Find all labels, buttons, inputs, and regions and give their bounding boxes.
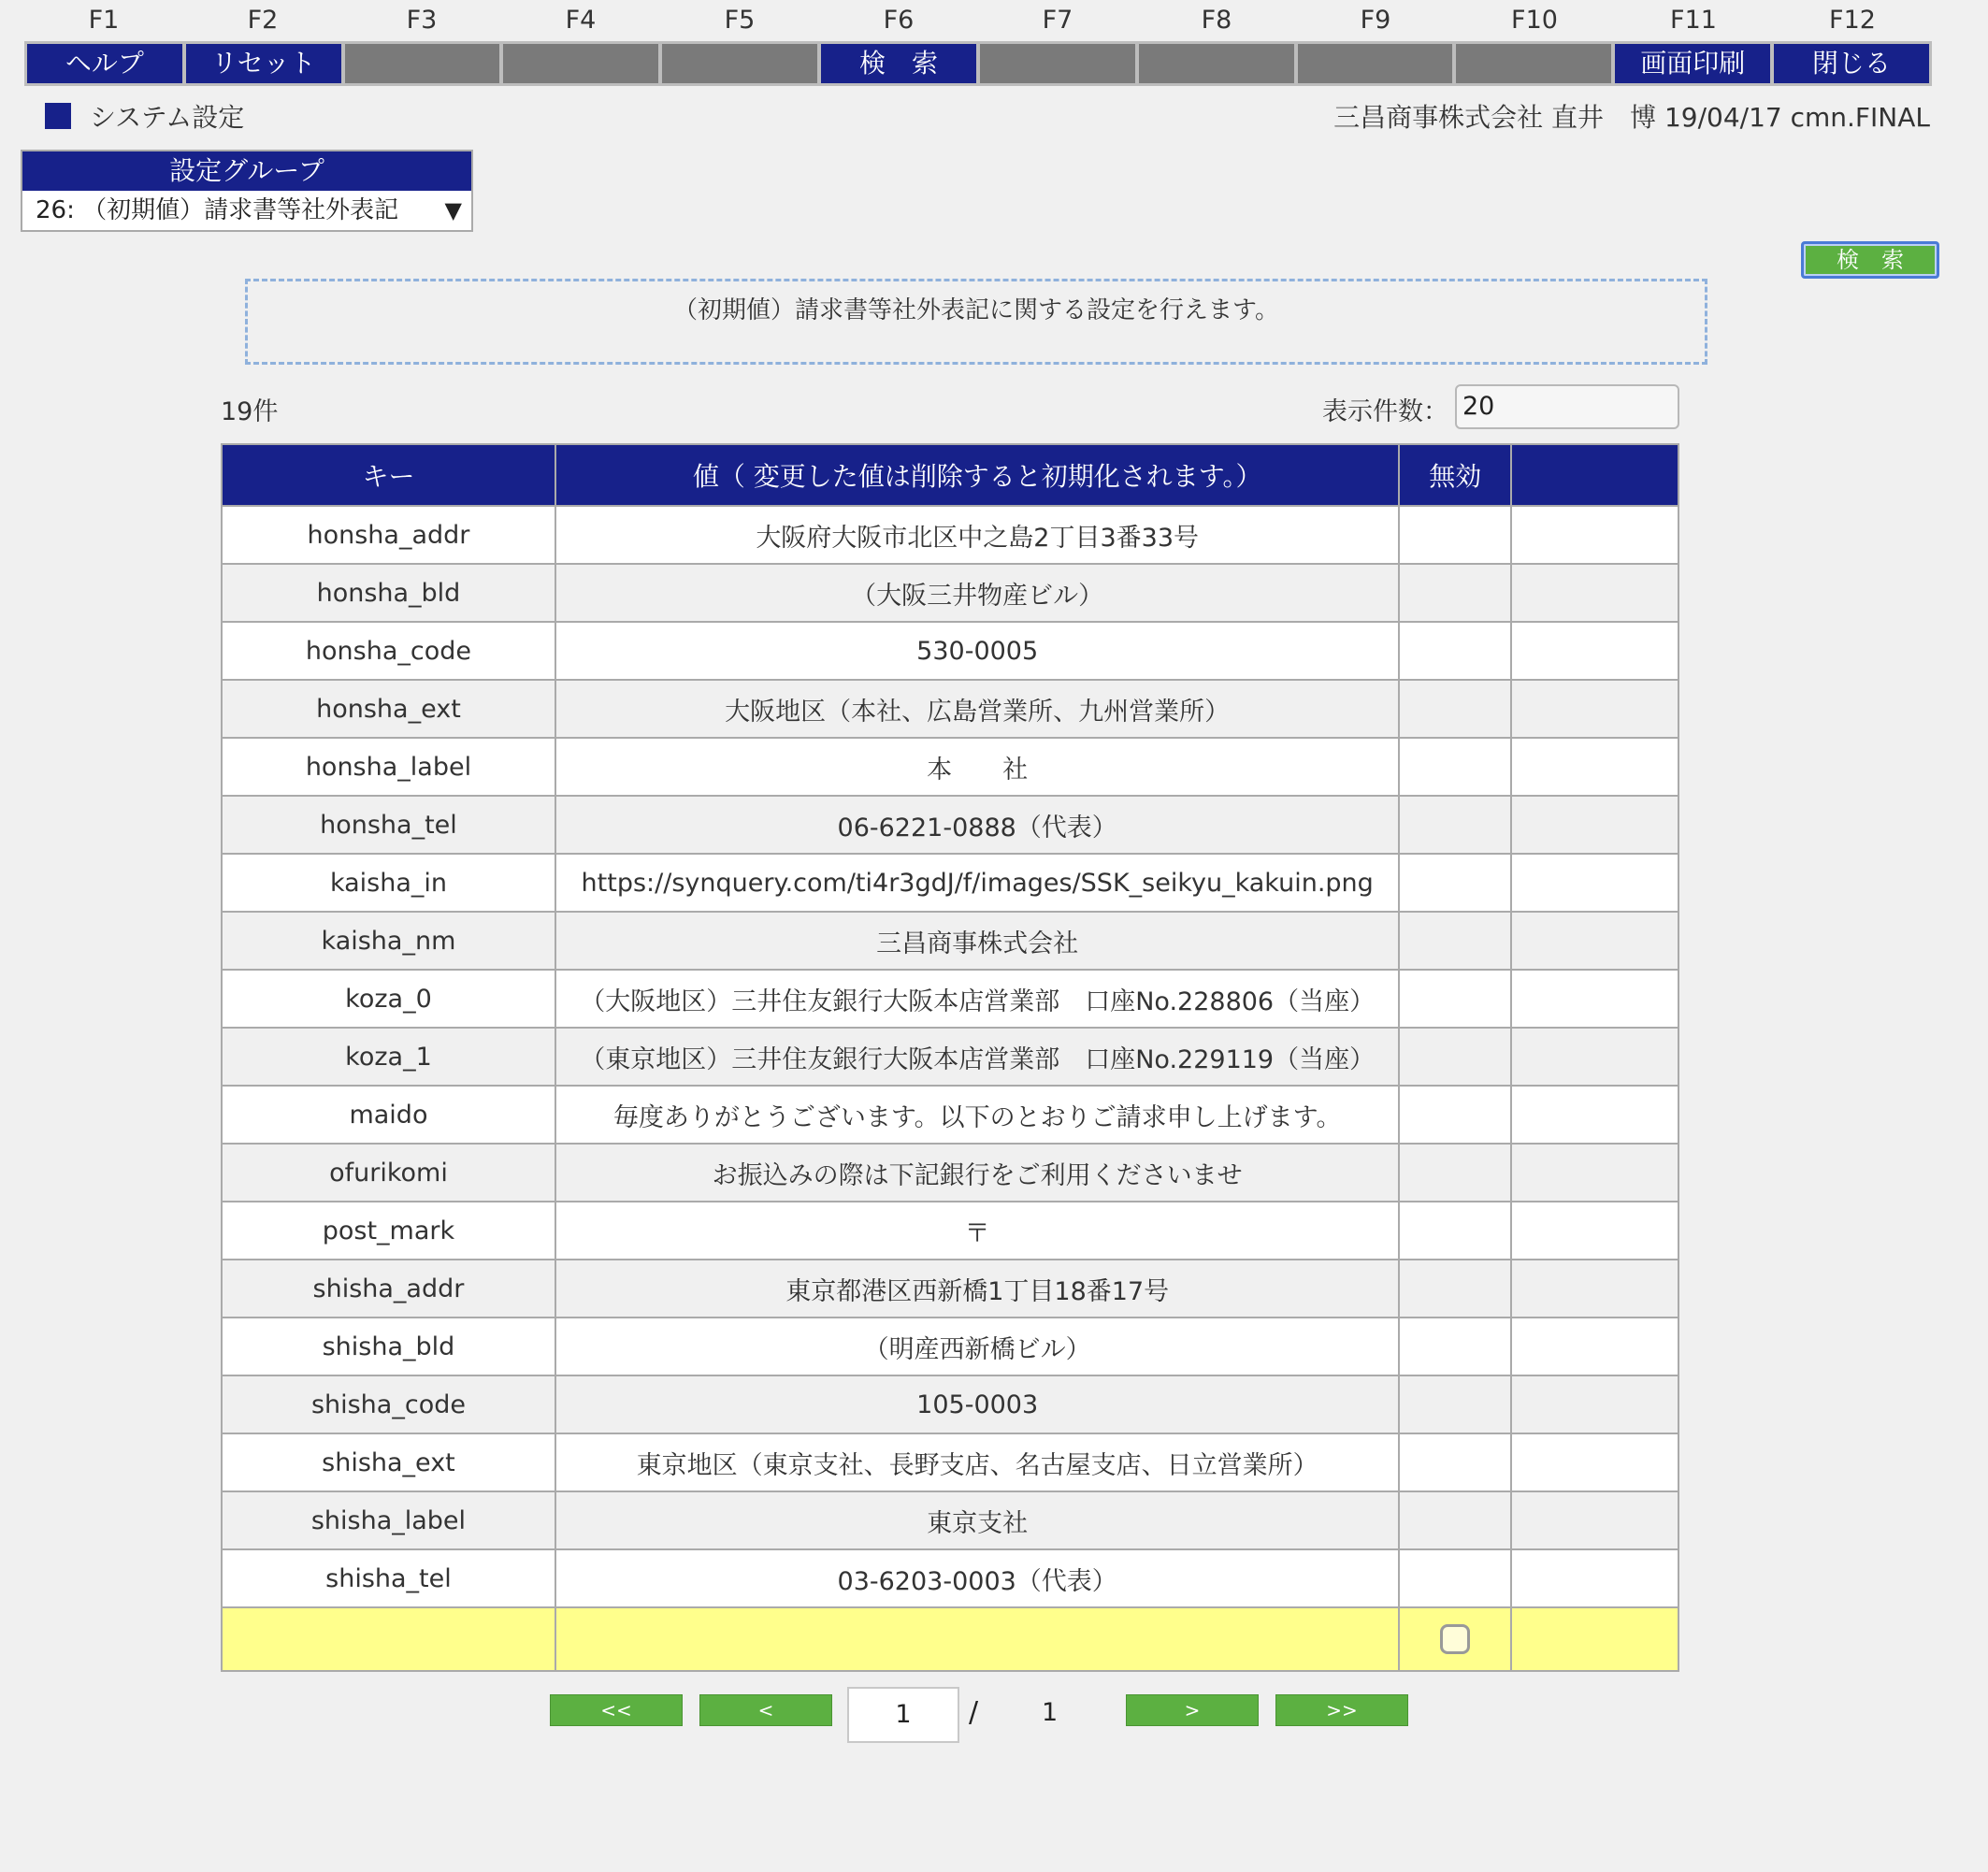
fkey-label-f11: F11 bbox=[1670, 6, 1717, 35]
table-row[interactable] bbox=[222, 1144, 1678, 1202]
f9-button bbox=[1298, 44, 1453, 83]
cell-disabled bbox=[1399, 796, 1511, 854]
f5-button bbox=[662, 44, 817, 83]
cell-key: maido bbox=[222, 1086, 555, 1144]
cell-disabled bbox=[1399, 970, 1511, 1028]
table-row[interactable] bbox=[222, 1260, 1678, 1318]
cell-disabled bbox=[1399, 1028, 1511, 1086]
table-row[interactable] bbox=[222, 564, 1678, 622]
print-screen-button[interactable]: 画面印刷 bbox=[1615, 44, 1770, 83]
search-fkey-button[interactable]: 検 索 bbox=[821, 44, 976, 83]
cell-value: （大阪三井物産ビル） bbox=[555, 564, 1400, 622]
cell-disabled bbox=[1399, 738, 1511, 796]
cell-extra bbox=[1511, 506, 1678, 564]
cell-key: kaisha_nm bbox=[222, 912, 555, 970]
table-row[interactable] bbox=[222, 1549, 1678, 1607]
table-row[interactable] bbox=[222, 738, 1678, 796]
table-row[interactable] bbox=[222, 796, 1678, 854]
fkey-label-f9: F9 bbox=[1360, 6, 1391, 35]
cell-value: https://synquery.com/ti4r3gdJ/f/images/SSK_seikyu_kakuin.png bbox=[555, 854, 1400, 912]
next-page-button[interactable]: > bbox=[1126, 1694, 1259, 1726]
description-text: （初期値）請求書等社外表記に関する設定を行えます。 bbox=[673, 296, 1279, 324]
cell-disabled bbox=[1399, 1375, 1511, 1433]
close-button[interactable]: 閉じる bbox=[1774, 44, 1929, 83]
per-page-label: 表示件数： bbox=[1322, 397, 1448, 426]
cell-extra bbox=[1511, 1491, 1678, 1549]
cell-extra bbox=[1511, 912, 1678, 970]
fkey-label-f8: F8 bbox=[1201, 6, 1232, 35]
table-row[interactable] bbox=[222, 1491, 1678, 1549]
cell-value: 03-6203-0003（代表） bbox=[555, 1549, 1400, 1607]
fkey-label-f1: F1 bbox=[88, 6, 120, 35]
table-row[interactable] bbox=[222, 854, 1678, 912]
cell-disabled bbox=[1399, 622, 1511, 680]
cell-key: shisha_tel bbox=[222, 1549, 555, 1607]
page-title: システム設定 bbox=[90, 102, 245, 133]
help-button[interactable]: ヘルプ bbox=[27, 44, 182, 83]
first-page-button[interactable]: << bbox=[550, 1694, 683, 1726]
fkey-label-f10: F10 bbox=[1511, 6, 1558, 35]
table-row[interactable] bbox=[222, 680, 1678, 738]
cell-disabled bbox=[1399, 564, 1511, 622]
f4-button bbox=[503, 44, 658, 83]
cell-key: honsha_code bbox=[222, 622, 555, 680]
cell-extra bbox=[1511, 622, 1678, 680]
fkey-label-f4: F4 bbox=[565, 6, 597, 35]
fkey-label-f2: F2 bbox=[247, 6, 279, 35]
setting-group-value: 26: （初期値）請求書等社外表記 bbox=[36, 196, 399, 224]
cell-disabled bbox=[1399, 680, 1511, 738]
cell-extra bbox=[1511, 1086, 1678, 1144]
cell-key: shisha_code bbox=[222, 1375, 555, 1433]
table-row[interactable] bbox=[222, 1375, 1678, 1433]
fkey-label-f3: F3 bbox=[406, 6, 438, 35]
cell-extra bbox=[1511, 738, 1678, 796]
cell-key: honsha_ext bbox=[222, 680, 555, 738]
header-key: キー bbox=[222, 444, 555, 506]
cell-value: 06-6221-0888（代表） bbox=[555, 796, 1400, 854]
cell-extra bbox=[1511, 970, 1678, 1028]
cell-extra bbox=[1511, 796, 1678, 854]
table-row[interactable] bbox=[222, 1086, 1678, 1144]
cell-disabled bbox=[1399, 506, 1511, 564]
cell-disabled bbox=[1399, 1086, 1511, 1144]
f7-button bbox=[980, 44, 1135, 83]
settings-table bbox=[221, 443, 1679, 1672]
cell-value: 大阪地区（本社、広島営業所、九州営業所） bbox=[555, 680, 1400, 738]
prev-page-button[interactable]: < bbox=[699, 1694, 832, 1726]
cell-key: honsha_tel bbox=[222, 796, 555, 854]
cell-extra bbox=[1511, 1433, 1678, 1491]
new-key-input[interactable] bbox=[222, 1607, 555, 1671]
new-entry-row bbox=[222, 1607, 1678, 1671]
fkey-label-f12: F12 bbox=[1829, 6, 1876, 35]
cell-key: honsha_label bbox=[222, 738, 555, 796]
new-value-input[interactable] bbox=[555, 1607, 1400, 1671]
cell-key: koza_0 bbox=[222, 970, 555, 1028]
table-header-row bbox=[222, 444, 1678, 506]
record-count: 19件 bbox=[221, 397, 279, 426]
header-value: 値（ 変更した値は削除すると初期化されます。） bbox=[555, 444, 1400, 506]
cell-extra bbox=[1511, 1318, 1678, 1375]
cell-disabled bbox=[1399, 1202, 1511, 1260]
cell-value: 本 社 bbox=[555, 738, 1400, 796]
cell-disabled bbox=[1399, 1491, 1511, 1549]
cell-value: （東京地区）三井住友銀行大阪本店営業部 口座No.229119（当座） bbox=[555, 1028, 1400, 1086]
f8-button bbox=[1139, 44, 1294, 83]
new-extra-cell bbox=[1511, 1607, 1678, 1671]
fkey-label-f7: F7 bbox=[1042, 6, 1073, 35]
cell-extra bbox=[1511, 1028, 1678, 1086]
cell-key: honsha_addr bbox=[222, 506, 555, 564]
setting-group-select[interactable] bbox=[22, 191, 471, 230]
cell-value: 大阪府大阪市北区中之島2丁目3番33号 bbox=[555, 506, 1400, 564]
search-button[interactable]: 検 索 bbox=[1801, 241, 1939, 279]
fkey-label-f5: F5 bbox=[724, 6, 756, 35]
new-disabled-cell bbox=[1399, 1607, 1511, 1671]
setting-group-box bbox=[21, 150, 473, 232]
cell-key: shisha_label bbox=[222, 1491, 555, 1549]
cell-value: お振込みの際は下記銀行をご利用くださいませ bbox=[555, 1144, 1400, 1202]
cell-disabled bbox=[1399, 1260, 1511, 1318]
cell-value: 105-0003 bbox=[555, 1375, 1400, 1433]
cell-value: 東京地区（東京支社、長野支店、名古屋支店、日立営業所） bbox=[555, 1433, 1400, 1491]
cell-extra bbox=[1511, 564, 1678, 622]
table-row[interactable] bbox=[222, 506, 1678, 564]
cell-disabled bbox=[1399, 912, 1511, 970]
cell-value: 東京支社 bbox=[555, 1491, 1400, 1549]
cell-disabled bbox=[1399, 1144, 1511, 1202]
cell-key: shisha_ext bbox=[222, 1433, 555, 1491]
header-disabled: 無効 bbox=[1399, 444, 1511, 506]
user-info: 三昌商事株式会社 直井 博 19/04/17 cmn.FINAL bbox=[1333, 102, 1930, 133]
cell-key: honsha_bld bbox=[222, 564, 555, 622]
cell-extra bbox=[1511, 1549, 1678, 1607]
cell-extra bbox=[1511, 1375, 1678, 1433]
pagination bbox=[0, 1687, 1988, 1743]
cell-value: 毎度ありがとうございます。以下のとおりご請求申し上げます。 bbox=[555, 1086, 1400, 1144]
table-row[interactable] bbox=[222, 970, 1678, 1028]
header-extra bbox=[1511, 444, 1678, 506]
table-row[interactable] bbox=[222, 1028, 1678, 1086]
cell-extra bbox=[1511, 1202, 1678, 1260]
cell-key: shisha_bld bbox=[222, 1318, 555, 1375]
table-row[interactable] bbox=[222, 1318, 1678, 1375]
cell-disabled bbox=[1399, 1318, 1511, 1375]
fkey-buttons bbox=[24, 41, 1932, 86]
table-row[interactable] bbox=[222, 622, 1678, 680]
table-row[interactable] bbox=[222, 1433, 1678, 1491]
description-box bbox=[245, 279, 1707, 365]
page-title-area bbox=[45, 97, 244, 135]
dropdown-caret-icon: ▼ bbox=[444, 197, 462, 223]
cell-value: 530-0005 bbox=[555, 622, 1400, 680]
page-total: 1 bbox=[1042, 1698, 1059, 1727]
cell-extra bbox=[1511, 854, 1678, 912]
f3-button bbox=[345, 44, 500, 83]
cell-key: ofurikomi bbox=[222, 1144, 555, 1202]
fkey-label-f6: F6 bbox=[883, 6, 915, 35]
cell-key: kaisha_in bbox=[222, 854, 555, 912]
cell-extra bbox=[1511, 1260, 1678, 1318]
cell-disabled bbox=[1399, 1433, 1511, 1491]
cell-key: shisha_addr bbox=[222, 1260, 555, 1318]
f10-button bbox=[1456, 44, 1611, 83]
page-number-input[interactable]: 1 bbox=[847, 1687, 959, 1743]
cell-disabled bbox=[1399, 854, 1511, 912]
cell-disabled bbox=[1399, 1549, 1511, 1607]
last-page-button[interactable]: >> bbox=[1275, 1694, 1408, 1726]
table-row[interactable] bbox=[222, 1202, 1678, 1260]
cell-value: （大阪地区）三井住友銀行大阪本店営業部 口座No.228806（当座） bbox=[555, 970, 1400, 1028]
cell-extra bbox=[1511, 680, 1678, 738]
disabled-checkbox[interactable] bbox=[1440, 1624, 1470, 1654]
per-page-input[interactable]: 20 bbox=[1455, 384, 1679, 429]
cell-value: 〒 bbox=[555, 1202, 1400, 1260]
setting-group-header: 設定グループ bbox=[22, 151, 471, 191]
cell-key: post_mark bbox=[222, 1202, 555, 1260]
cell-key: koza_1 bbox=[222, 1028, 555, 1086]
square-icon bbox=[45, 103, 71, 129]
page-separator: / bbox=[969, 1696, 979, 1729]
table-row[interactable] bbox=[222, 912, 1678, 970]
cell-value: 東京都港区西新橋1丁目18番17号 bbox=[555, 1260, 1400, 1318]
cell-value: 三昌商事株式会社 bbox=[555, 912, 1400, 970]
cell-extra bbox=[1511, 1144, 1678, 1202]
function-key-bar bbox=[24, 0, 1932, 86]
fkey-labels bbox=[24, 0, 1932, 41]
reset-button[interactable]: リセット bbox=[186, 44, 341, 83]
cell-value: （明産西新橋ビル） bbox=[555, 1318, 1400, 1375]
